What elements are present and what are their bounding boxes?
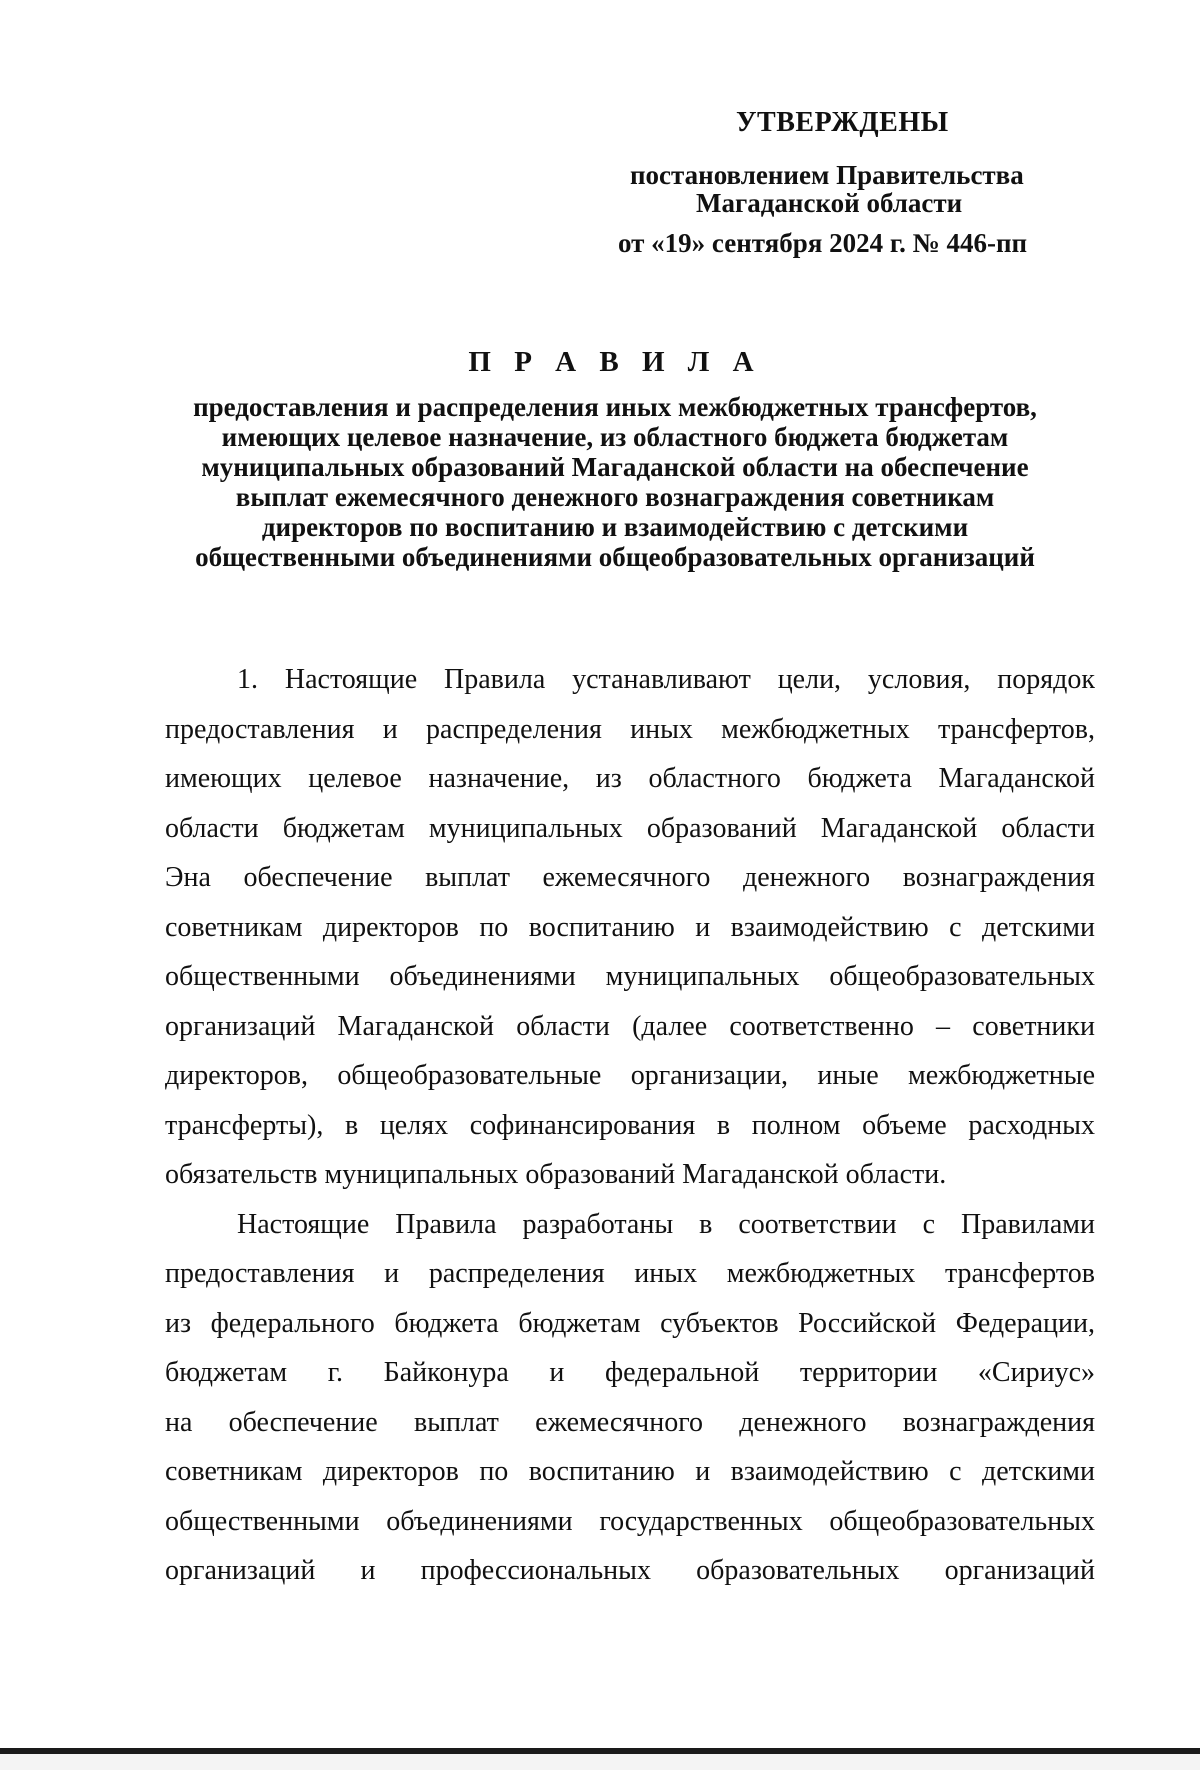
document-title-block bbox=[150, 346, 1080, 572]
text-line: Настоящие Правила разработаны в соответствии с Правилами bbox=[237, 1208, 1095, 1240]
document-title: П Р А В И Л А bbox=[468, 346, 762, 378]
text-line: директоров, общеобразовательные организации, иные межбюджетные bbox=[165, 1060, 1095, 1091]
text-line: трансферты), в целях софинансирования в полном объеме расходных bbox=[165, 1109, 1095, 1141]
text-line: предоставления и распределения иных межбюджетных трансфертов bbox=[165, 1258, 1095, 1289]
text-line: предоставления и распределения иных межбюджетных трансфертов, bbox=[165, 713, 1095, 745]
subtitle-line: общественными объединениями общеобразовательных организаций bbox=[195, 542, 1035, 572]
text-line: обязательств муниципальных образований Магаданской области. bbox=[165, 1159, 947, 1190]
text-line: из федерального бюджета бюджетам субъектов Российской Федерации, bbox=[165, 1307, 1095, 1339]
document-body bbox=[165, 655, 1095, 1596]
subtitle-line: выплат ежемесячного денежного вознаграждения советникам bbox=[235, 482, 995, 512]
text-line: советникам директоров по воспитанию и взаимодействию с детскими bbox=[165, 911, 1095, 943]
text-line: области бюджетам муниципальных образований Магаданской области bbox=[165, 812, 1095, 844]
subtitle-line: предоставления и распределения иных межбюджетных трансфертов, bbox=[193, 392, 1037, 422]
paragraph-1 bbox=[165, 655, 1095, 1200]
approval-line-2: Магаданской области bbox=[696, 188, 963, 218]
document-subtitle bbox=[150, 392, 1080, 572]
text-line: организаций и профессиональных образовательных организаций bbox=[165, 1555, 1095, 1586]
text-line: советникам директоров по воспитанию и взаимодействию с детскими bbox=[165, 1456, 1095, 1487]
text-line: Эна обеспечение выплат ежемесячного денежного вознаграждения bbox=[165, 862, 1095, 893]
text-line: организаций Магаданской области (далее соответственно – советники bbox=[165, 1010, 1095, 1042]
approval-line-3: от «19» сентября 2024 г. № 446-пп bbox=[618, 228, 1028, 258]
approval-line-1: постановлением Правительства bbox=[630, 160, 1024, 190]
scan-edge-shadow bbox=[0, 1754, 1200, 1770]
text-line: 1. Настоящие Правила устанавливают цели, условия, порядок bbox=[237, 664, 1095, 695]
approval-heading: УТВЕРЖДЕНЫ bbox=[736, 107, 949, 138]
text-line: бюджетам г. Байконура и федеральной территории «Сириус» bbox=[165, 1357, 1095, 1388]
text-line: на обеспечение выплат ежемесячного денежного вознаграждения bbox=[165, 1406, 1095, 1438]
subtitle-line: имеющих целевое назначение, из областного бюджета бюджетам bbox=[221, 422, 1009, 452]
text-line: общественными объединениями государственных общеобразовательных bbox=[165, 1505, 1095, 1537]
subtitle-line: муниципальных образований Магаданской области на обеспечение bbox=[201, 452, 1029, 482]
paragraph-2 bbox=[165, 1200, 1095, 1596]
text-line: имеющих целевое назначение, из областного бюджета Магаданской bbox=[165, 763, 1095, 794]
text-line: общественными объединениями муниципальных общеобразовательных bbox=[165, 961, 1095, 992]
subtitle-line: директоров по воспитанию и взаимодействию с детскими bbox=[261, 512, 969, 542]
